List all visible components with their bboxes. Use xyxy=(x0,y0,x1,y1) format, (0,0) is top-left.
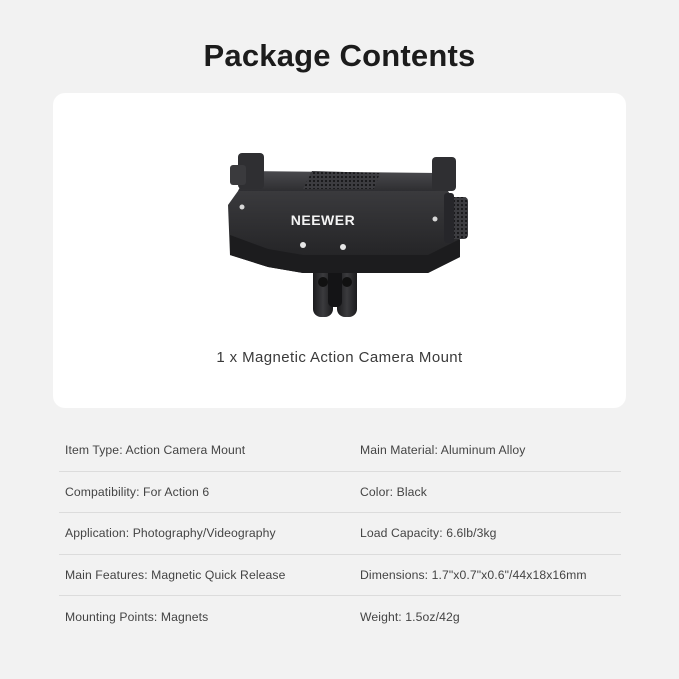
specs-table xyxy=(59,430,621,638)
spec-row xyxy=(59,430,621,472)
page-title: Package Contents xyxy=(203,38,476,73)
spec-load-capacity: Load Capacity: 6.6lb/3kg xyxy=(360,526,497,541)
action-camera-mount-image xyxy=(208,127,488,327)
spec-application: Application: Photography/Videography xyxy=(65,526,276,541)
product-caption: 1 x Magnetic Action Camera Mount xyxy=(216,349,463,366)
spec-main-features: Main Features: Magnetic Quick Release xyxy=(65,567,286,582)
spec-row xyxy=(59,555,621,597)
spec-item-type: Item Type: Action Camera Mount xyxy=(65,443,246,458)
spec-row xyxy=(59,513,621,555)
spec-mounting-points: Mounting Points: Magnets xyxy=(65,609,209,624)
product-card xyxy=(53,93,626,408)
spec-row xyxy=(59,596,621,638)
spec-row xyxy=(59,472,621,514)
brand-logo: NEEWER xyxy=(290,212,356,228)
spec-main-material: Main Material: Aluminum Alloy xyxy=(360,443,526,458)
spec-weight: Weight: 1.5oz/42g xyxy=(360,609,460,624)
spec-compatibility: Compatibility: For Action 6 xyxy=(65,484,210,499)
spec-color: Color: Black xyxy=(360,484,427,499)
spec-dimensions: Dimensions: 1.7"x0.7"x0.6"/44x18x16mm xyxy=(360,567,587,582)
